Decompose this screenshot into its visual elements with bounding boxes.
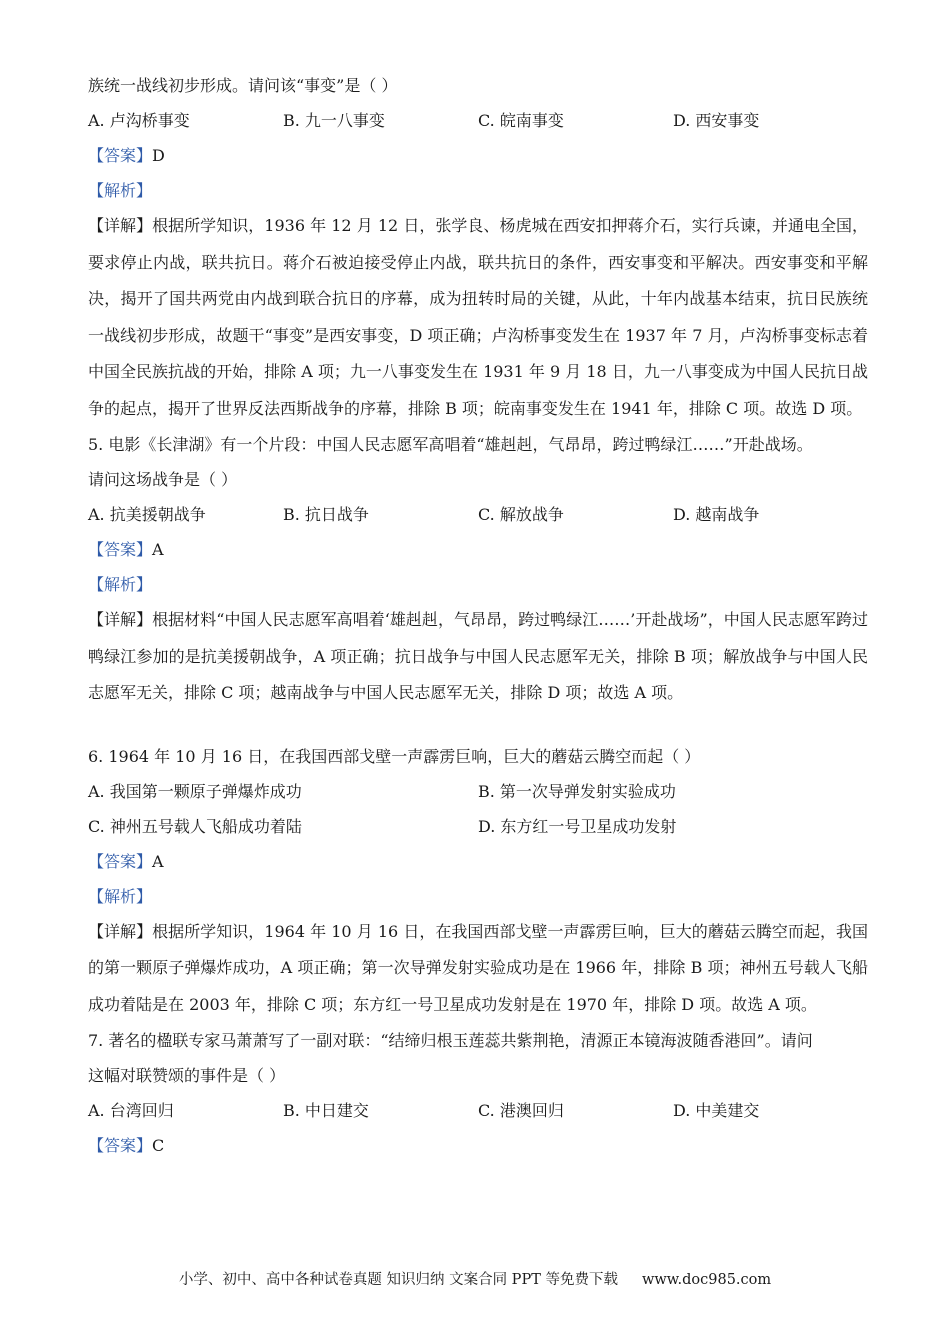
q7-option-c: C. 港澳回归: [478, 1101, 564, 1120]
q5-stem-line1: 5. 电影《长津湖》有一个片段：中国人民志愿军高唱着“雄赳赳，气昂昂，跨过鸭绿江……”开赴战场。: [88, 435, 813, 454]
q6-option-d: D. 东方红一号卫星成功发射: [478, 816, 677, 836]
q7-options: [88, 1093, 868, 1128]
q6-detail: [88, 914, 868, 1024]
analysis-label: 【解析】: [88, 181, 153, 200]
answer-label: 【答案】: [88, 540, 153, 559]
q4-options: [88, 103, 868, 138]
answer-value: A: [152, 540, 164, 559]
analysis-label: 【解析】: [88, 575, 153, 594]
answer-label: 【答案】: [88, 1136, 153, 1155]
footer-text: 小学、初中、高中各种试卷真题 知识归纳 文案合同 PPT 等免费下载: [178, 1272, 618, 1288]
q6-option-c: C. 神州五号载人飞船成功着陆: [88, 816, 302, 836]
document-page: [88, 68, 868, 1163]
q7-stem-line1: 7. 著名的楹联专家马萧萧写了一副对联：“结缔归根玉莲蕊共紫荆艳，清源正本镜海波随香港回”。请问: [88, 1031, 813, 1050]
q5-option-a: A. 抗美援朝战争: [88, 505, 206, 524]
q4-detail: [88, 208, 868, 427]
answer-value: A: [152, 851, 164, 871]
q5-options: [88, 497, 868, 532]
q6-options-row1: [88, 774, 868, 809]
q4-option-a: A. 卢沟桥事变: [88, 111, 190, 130]
page-footer: [0, 1268, 950, 1289]
q5-analysis: [88, 567, 868, 602]
q4-stem-continuation: 族统一战线初步形成。请问该“事变”是（ ）: [88, 76, 398, 95]
q5-option-c: C. 解放战争: [478, 505, 564, 524]
detail-label: 【详解】: [88, 921, 153, 941]
q4-option-d: D. 西安事变: [673, 111, 760, 130]
answer-value: C: [152, 1136, 165, 1155]
detail-label: 【详解】: [88, 216, 153, 235]
answer-label: 【答案】: [88, 146, 153, 165]
answer-value: D: [152, 146, 165, 165]
q6-options-row2: [88, 809, 868, 844]
spacer: [88, 712, 868, 739]
q6-option-b: B. 第一次导弹发射实验成功: [478, 781, 676, 801]
q5-detail: [88, 602, 868, 712]
footer-url: www.doc985.com: [641, 1272, 772, 1288]
q7-option-b: B. 中日建交: [283, 1101, 369, 1120]
q5-answer: [88, 532, 868, 567]
q7-option-a: A. 台湾回归: [88, 1101, 174, 1120]
q6-stem: 6. 1964 年 10 月 16 日，在我国西部戈壁一声霹雳巨响，巨大的蘑菇云腾空而起（ ）: [88, 746, 701, 766]
detail-text: 根据所学知识，1964 年 10 月 16 日，在我国西部戈壁一声霹雳巨响，巨大的蘑菇云腾空而起，我国的第一颗原子弹爆炸成功，A 项正确；第一次导弹发射实验成功是在 1966 年，排除 B 项；神州五号载人飞船成功着陆是在 2003 年，排除 C 项；东方红一号卫星成功发射是在 1970 年，排除 D 项。故选 A 项。: [88, 921, 868, 1014]
q6-answer: [88, 844, 868, 879]
q4-option-b: B. 九一八事变: [283, 111, 385, 130]
detail-label: 【详解】: [88, 610, 153, 629]
detail-text: 根据材料“中国人民志愿军高唱着‘雄赳赳，气昂昂，跨过鸭绿江……’开赴战场”，中国人民志愿军跨过鸭绿江参加的是抗美援朝战争，A 项正确；抗日战争与中国人民志愿军无关，排除 B 项；解放战争与中国人民志愿军无关，排除 C 项；越南战争与中国人民志愿军无关，排除 D 项；故选 A 项。: [88, 610, 868, 702]
q5-option-b: B. 抗日战争: [283, 505, 369, 524]
q6-analysis: [88, 879, 868, 914]
analysis-label: 【解析】: [88, 886, 153, 906]
q5-stem-line2: 请问这场战争是（ ）: [88, 470, 238, 489]
q7-option-d: D. 中美建交: [673, 1101, 760, 1120]
q7-answer: [88, 1128, 868, 1163]
q4-option-c: C. 皖南事变: [478, 111, 564, 130]
answer-label: 【答案】: [88, 851, 153, 871]
q5-option-d: D. 越南战争: [673, 505, 760, 524]
q4-analysis: [88, 173, 868, 208]
detail-text: 根据所学知识，1936 年 12 月 12 日，张学良、杨虎城在西安扣押蒋介石，实行兵谏，并通电全国，要求停止内战，联共抗日。蒋介石被迫接受停止内战，联共抗日的条件，西安事变和平解决。西安事变和平解决，揭开了国共两党由内战到联合抗日的序幕，成为扭转时局的关键，从此，十年内战基本结束，抗日民族统一战线初步形成，故题干“事变”是西安事变，D 项正确；卢沟桥事变发生在 1937 年 7 月，卢沟桥事变标志着中国全民族抗战的开始，排除 A 项；九一八事变发生在 1931 年 9 月 18 日，九一八事变成为中国人民抗日战争的起点，揭开了世界反法西斯战争的序幕，排除 B 项；皖南事变发生在 1941 年，排除 C 项。故选 D 项。: [88, 216, 868, 418]
q4-answer: [88, 138, 868, 173]
q6-option-a: A. 我国第一颗原子弹爆炸成功: [88, 781, 302, 801]
q7-stem-line2: 这幅对联赞颂的事件是（ ）: [88, 1066, 286, 1085]
